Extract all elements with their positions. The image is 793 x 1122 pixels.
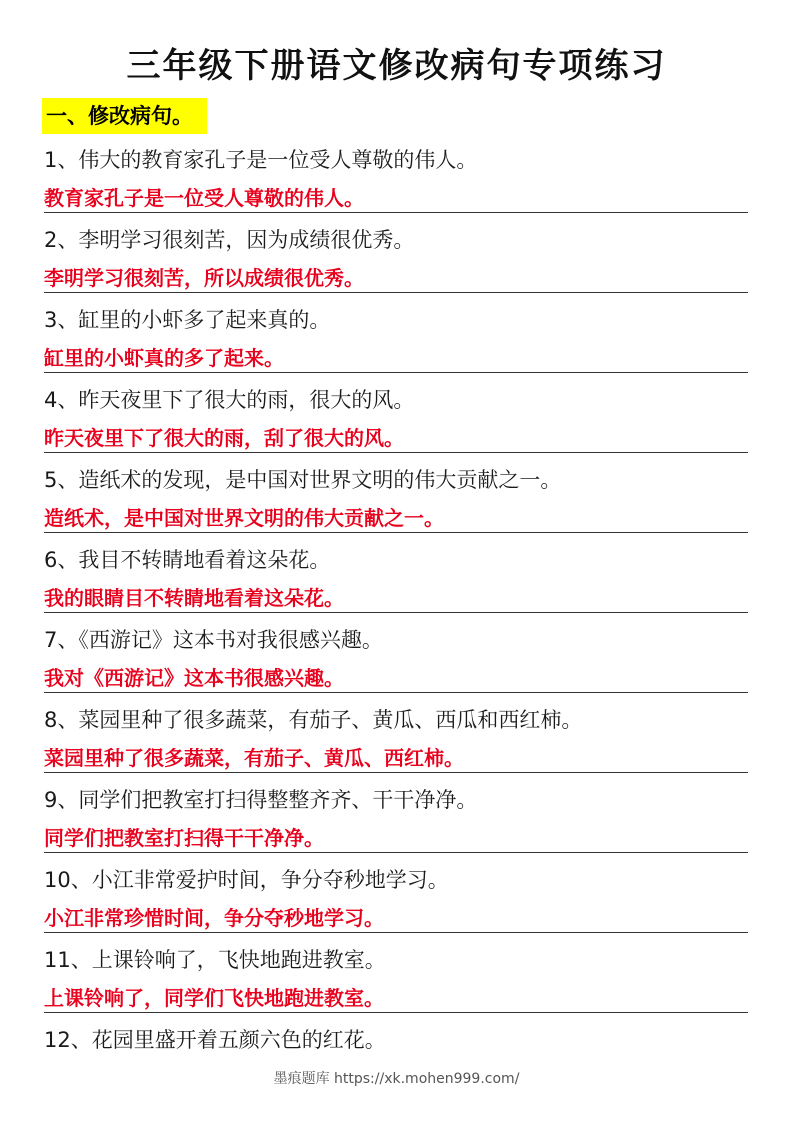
answer-text: 教育家孔子是一位受人尊敬的伟人。 xyxy=(44,180,748,213)
exercise-item xyxy=(44,300,748,380)
answer-text: 我的眼睛目不转睛地看着这朵花。 xyxy=(44,580,748,613)
answer-text: 昨天夜里下了很大的雨，刮了很大的风。 xyxy=(44,420,748,453)
exercise-item xyxy=(44,140,748,220)
page-title: 三年级下册语文修改病句专项练习 xyxy=(126,46,667,86)
answer-text: 菜园里种了很多蔬菜，有茄子、黄瓜、西红柿。 xyxy=(44,740,748,773)
question-text: 10、小江非常爱护时间，争分夺秒地学习。 xyxy=(44,868,449,892)
question-text: 1、伟大的教育家孔子是一位受人尊敬的伟人。 xyxy=(44,148,478,172)
answer-text: 我对《西游记》这本书很感兴趣。 xyxy=(44,660,748,693)
question-text: 8、菜园里种了很多蔬菜，有茄子、黄瓜、西瓜和西红柿。 xyxy=(44,708,583,732)
exercise-item xyxy=(44,460,748,540)
exercise-item xyxy=(44,620,748,700)
answer-text: 小江非常珍惜时间，争分夺秒地学习。 xyxy=(44,900,748,933)
answer-text: 上课铃响了，同学们飞快地跑进教室。 xyxy=(44,980,748,1013)
question-text: 3、缸里的小虾多了起来真的。 xyxy=(44,308,331,332)
question-text: 4、昨天夜里下了很大的雨，很大的风。 xyxy=(44,388,415,412)
answer-text: 缸里的小虾真的多了起来。 xyxy=(44,340,748,373)
question-text: 11、上课铃响了，飞快地跑进教室。 xyxy=(44,948,386,972)
answer-text: 造纸术，是中国对世界文明的伟大贡献之一。 xyxy=(44,500,748,533)
answer-text: 李明学习很刻苦，所以成绩很优秀。 xyxy=(44,260,748,293)
exercise-item xyxy=(44,540,748,620)
footer-watermark: 墨痕题库 https://xk.mohen999.com/ xyxy=(273,1071,520,1087)
section-heading: 一、修改病句。 xyxy=(42,98,207,134)
question-text: 6、我目不转睛地看着这朵花。 xyxy=(44,548,331,572)
exercise-item xyxy=(44,860,748,940)
question-text: 7、《西游记》这本书对我很感兴趣。 xyxy=(44,628,383,652)
exercise-item xyxy=(44,940,748,1020)
exercise-item xyxy=(44,700,748,780)
question-text: 5、造纸术的发现，是中国对世界文明的伟大贡献之一。 xyxy=(44,468,562,492)
question-text: 2、李明学习很刻苦，因为成绩很优秀。 xyxy=(44,228,415,252)
exercise-item xyxy=(44,780,748,860)
exercise-list xyxy=(44,140,748,1100)
answer-text: 同学们把教室打扫得干干净净。 xyxy=(44,820,748,853)
exercise-item xyxy=(44,380,748,460)
exercise-item xyxy=(44,1020,748,1100)
question-text: 12、花园里盛开着五颜六色的红花。 xyxy=(44,1028,386,1052)
question-text: 9、同学们把教室打扫得整整齐齐、干干净净。 xyxy=(44,788,478,812)
exercise-item xyxy=(44,220,748,300)
